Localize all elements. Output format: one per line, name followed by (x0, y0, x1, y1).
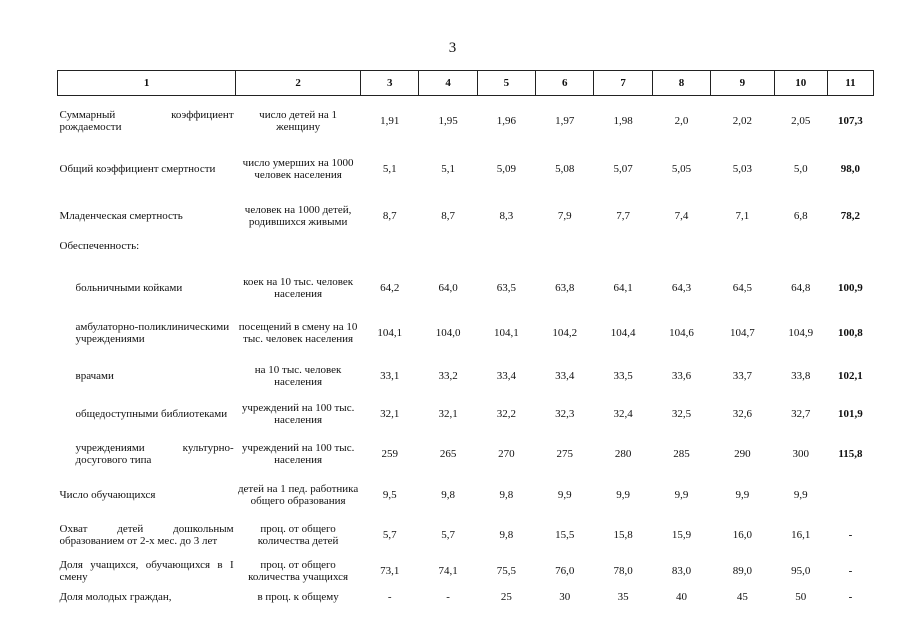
indicator-name: Общий коэффициент смертности (59, 163, 216, 175)
value-cell: 15,8 (613, 528, 633, 541)
value-cell: 5,05 (671, 163, 692, 175)
indicator-unit: проц. от общего количества детей (257, 522, 339, 547)
value-cell: 25 (500, 590, 512, 603)
indicator-name: Доля учащихся, обучающихся в I смену (59, 558, 234, 583)
indicator-unit: учреждений на 100 тыс. населения (241, 441, 355, 466)
header-cell: 1 (58, 71, 236, 96)
value-cell: 104,6 (669, 326, 694, 339)
table-row (58, 516, 874, 554)
value-cell (419, 240, 477, 268)
ratio-cell: 78,2 (840, 210, 861, 222)
value-cell: 9,8 (499, 528, 514, 541)
value-cell: 64,3 (671, 281, 692, 294)
indicator-name: Число обучающихся (59, 488, 156, 501)
value-cell (361, 240, 419, 268)
table-row (58, 394, 874, 434)
value-cell: 32,5 (671, 407, 692, 420)
value-cell: 5,7 (441, 528, 455, 541)
page-number: 3 (448, 40, 457, 56)
table-body (58, 96, 874, 606)
value-cell: 50 (795, 590, 807, 603)
value-cell: 33,7 (732, 369, 752, 382)
ratio-cell: 100,9 (838, 281, 863, 294)
value-cell: 270 (498, 447, 515, 460)
value-cell: 280 (614, 447, 632, 460)
value-cell: 32,3 (555, 407, 575, 420)
value-cell: 104,4 (610, 326, 636, 339)
indicator-name: Охват детей дошкольным образованием от 2-х мес. до 3 лет (59, 522, 234, 547)
value-cell: 9,9 (616, 488, 630, 501)
value-cell: 104,1 (377, 326, 403, 339)
header-cell: 5 (477, 71, 535, 96)
value-cell: 83,0 (671, 564, 692, 577)
value-cell: 45 (736, 590, 748, 603)
value-cell: 16,1 (791, 528, 811, 541)
value-cell: 5,0 (793, 163, 808, 175)
ratio-cell: 115,8 (838, 447, 863, 460)
value-cell: 2,05 (791, 114, 811, 127)
value-cell: 104,9 (788, 326, 814, 339)
value-cell: 8,7 (441, 210, 455, 222)
value-cell: 33,4 (555, 369, 575, 382)
indicator-name: общедоступными библиотеками (75, 407, 228, 420)
value-cell: 1,97 (555, 114, 575, 127)
table-row (58, 358, 874, 394)
header-cell: 2 (236, 71, 361, 96)
ratio-cell: - (848, 564, 853, 577)
header-cell: 6 (536, 71, 594, 96)
ratio-cell: 101,9 (838, 407, 863, 420)
value-cell: 8,3 (499, 210, 514, 222)
indicator-unit: число умерших на 1000 человек населения (242, 157, 354, 181)
value-cell: 265 (439, 447, 457, 460)
indicator-name: Доля молодых граждан, (59, 590, 172, 603)
value-cell: 2,0 (674, 114, 689, 127)
value-cell (594, 240, 652, 268)
value-cell: 7,7 (616, 210, 630, 222)
header-cell: 9 (711, 71, 774, 96)
value-cell: 32,2 (496, 407, 517, 420)
indicator-unit: коек на 10 тыс. человек населения (243, 275, 354, 300)
table-row (58, 240, 874, 268)
indicator-unit: посещений в смену на 10 тыс. человек населения (238, 320, 358, 345)
value-cell: 259 (381, 447, 398, 460)
value-cell: 6,8 (793, 210, 808, 222)
ratio-cell: 98,0 (840, 163, 861, 175)
indicator-unit: детей на 1 пед. работника общего образования (237, 482, 359, 507)
indicator-unit (236, 240, 361, 268)
value-cell: 75,5 (496, 564, 517, 577)
ratio-cell: - (848, 528, 853, 541)
value-cell: - (446, 590, 450, 603)
value-cell: 33,2 (438, 369, 458, 382)
table-row (58, 146, 874, 193)
header-cell: 7 (594, 71, 652, 96)
indicator-unit: проц. от общего количества учащихся (248, 558, 349, 583)
table-row (58, 554, 874, 588)
value-cell: 64,5 (732, 281, 752, 294)
value-cell: 64,8 (791, 281, 811, 294)
value-cell: 78,0 (613, 564, 633, 577)
value-cell: 1,91 (380, 114, 400, 127)
value-cell: 5,7 (382, 528, 397, 541)
value-cell: 32,6 (732, 407, 752, 420)
indicator-unit: в проц. к общему (257, 590, 339, 603)
value-cell: 95,0 (791, 564, 811, 577)
value-cell: 15,9 (671, 528, 692, 541)
value-cell: 63,5 (496, 281, 517, 294)
indicator-unit: человек на 1000 детей, родившихся живыми (244, 204, 352, 228)
table-row (58, 474, 874, 516)
value-cell (477, 240, 535, 268)
header-cell: 11 (827, 71, 873, 96)
value-cell (711, 240, 774, 268)
value-cell: 63,8 (555, 281, 575, 294)
table-row (58, 96, 874, 146)
value-cell: 33,8 (791, 369, 811, 382)
value-cell: 5,1 (441, 163, 455, 175)
value-cell: 5,1 (382, 163, 397, 175)
value-cell: 1,98 (613, 114, 633, 127)
value-cell: 76,0 (555, 564, 575, 577)
indicator-name: Младенческая смертность (59, 210, 183, 222)
value-cell: 33,5 (613, 369, 633, 382)
value-cell: 32,4 (613, 407, 633, 420)
value-cell: 8,7 (382, 210, 397, 222)
ratio-cell (827, 474, 873, 516)
value-cell: - (387, 590, 392, 603)
header-cell: 10 (774, 71, 827, 96)
value-cell: 64,2 (380, 281, 400, 294)
value-cell: 64,0 (438, 281, 458, 294)
value-cell: 15,5 (555, 528, 575, 541)
value-cell: 1,96 (496, 114, 517, 127)
value-cell: 5,09 (496, 163, 517, 175)
value-cell: 35 (617, 590, 629, 603)
value-cell: 2,02 (732, 114, 752, 127)
value-cell: 9,9 (793, 488, 808, 501)
value-cell (774, 240, 827, 268)
value-cell: 7,1 (735, 210, 750, 222)
table-row (58, 308, 874, 358)
value-cell: 32,1 (438, 407, 458, 420)
ratio-cell: - (848, 590, 853, 603)
table-row (58, 588, 874, 606)
value-cell: 275 (556, 447, 573, 460)
indicator-name: амбулаторно-поликлиническими учреждениями (75, 320, 230, 345)
value-cell: 7,4 (674, 210, 689, 222)
value-cell: 9,9 (557, 488, 572, 501)
value-cell: 5,03 (732, 163, 752, 175)
table-row (58, 434, 874, 474)
value-cell: 300 (792, 447, 809, 460)
header-cell: 8 (652, 71, 710, 96)
value-cell: 5,08 (555, 163, 575, 175)
value-cell: 40 (675, 590, 687, 603)
indicator-name: Обеспеченность: (59, 239, 140, 252)
value-cell: 104,0 (435, 326, 461, 339)
value-cell: 33,4 (496, 369, 517, 382)
indicator-unit: на 10 тыс. человек населения (254, 363, 342, 388)
value-cell: 9,8 (499, 488, 514, 501)
value-cell: 9,5 (382, 488, 397, 501)
indicator-name: Суммарный коэффициент рождаемости (59, 108, 234, 133)
value-cell: 9,9 (735, 488, 750, 501)
header-cell: 3 (361, 71, 419, 96)
value-cell: 1,95 (438, 114, 458, 127)
value-cell: 9,8 (441, 488, 455, 501)
value-cell: 104,1 (494, 326, 519, 339)
value-cell: 30 (559, 590, 571, 603)
value-cell: 32,7 (791, 407, 811, 420)
table-row (58, 193, 874, 240)
indicators-table (57, 70, 874, 606)
value-cell: 104,7 (729, 326, 755, 339)
value-cell: 74,1 (438, 564, 458, 577)
value-cell: 104,2 (552, 326, 578, 339)
indicator-unit: учреждений на 100 тыс. населения (241, 401, 355, 426)
header-row (58, 71, 874, 96)
ratio-cell (827, 240, 873, 268)
value-cell (652, 240, 710, 268)
ratio-cell: 107,3 (838, 114, 863, 127)
value-cell: 32,1 (380, 407, 400, 420)
indicator-name: врачами (75, 369, 114, 382)
ratio-cell: 100,8 (838, 326, 863, 339)
value-cell: 290 (734, 447, 751, 460)
value-cell: 5,07 (613, 163, 633, 175)
value-cell (536, 240, 594, 268)
ratio-cell: 102,1 (838, 369, 863, 382)
header-cell: 4 (419, 71, 477, 96)
value-cell: 89,0 (732, 564, 752, 577)
value-cell: 64,1 (613, 281, 633, 294)
value-cell: 9,9 (674, 488, 689, 501)
indicator-unit: число детей на 1 женщину (259, 108, 338, 133)
table-row (58, 268, 874, 308)
value-cell: 33,1 (380, 369, 400, 382)
indicator-name: больничными койками (75, 281, 183, 294)
value-cell: 7,9 (557, 210, 572, 222)
value-cell: 16,0 (732, 528, 752, 541)
value-cell: 73,1 (380, 564, 400, 577)
value-cell: 33,6 (671, 369, 692, 382)
indicator-name: учреждениями культурно-досугового типа (75, 441, 234, 466)
value-cell: 285 (673, 447, 690, 460)
